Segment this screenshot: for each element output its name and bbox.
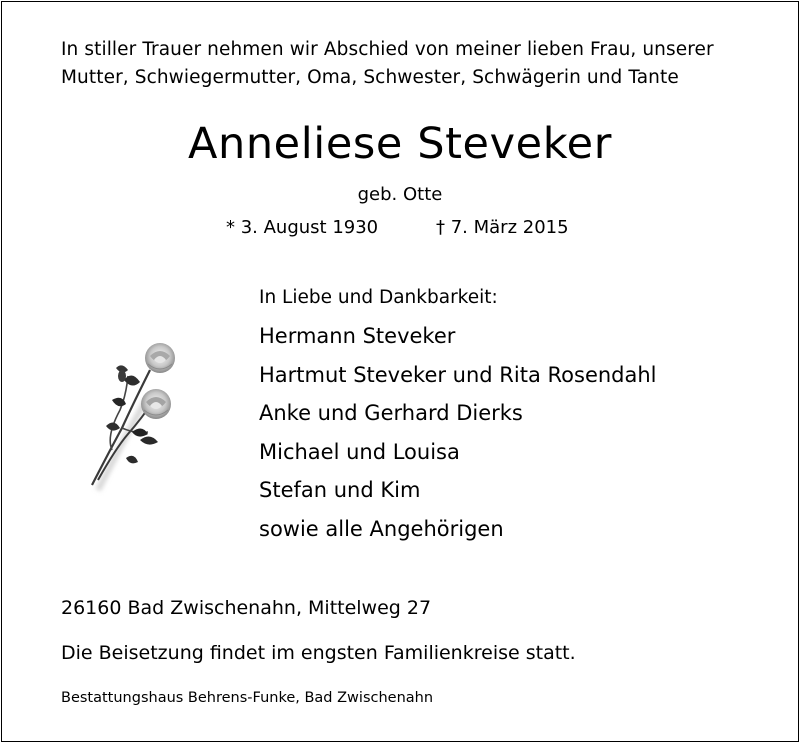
maiden-name: geb. Otte [357, 184, 443, 205]
mourners-list [259, 317, 657, 549]
intro-line-2: Mutter, Schwiegermutter, Oma, Schwester, Schwägerin und Tante [61, 67, 679, 88]
mourners-intro: In Liebe und Dankbarkeit: [259, 287, 498, 308]
list-item: Stefan und Kim [259, 478, 421, 503]
rose-icon [76, 340, 186, 500]
list-item: sowie alle Angehörigen [259, 516, 504, 541]
birth-date: * 3. August 1930 [226, 217, 379, 238]
list-item: Anke und Gerhard Dierks [259, 401, 523, 426]
list-item: Hermann Steveker [259, 324, 456, 348]
burial-note: Die Beisetzung findet im engsten Familienkreise statt. [61, 642, 576, 664]
list-item: Michael und Louisa [259, 439, 460, 464]
intro-line-1: In stiller Trauer nehmen wir Abschied von meiner lieben Frau, unserer [61, 39, 714, 60]
death-date: † 7. März 2015 [436, 217, 569, 238]
intro-text [61, 36, 761, 92]
undertaker: Bestattungshaus Behrens-Funke, Bad Zwischenahn [61, 690, 434, 706]
list-item: Hartmut Steveker und Rita Rosendahl [259, 362, 657, 387]
deceased-name: Anneliese Steveker [187, 119, 613, 169]
address: 26160 Bad Zwischenahn, Mittelweg 27 [61, 597, 432, 619]
